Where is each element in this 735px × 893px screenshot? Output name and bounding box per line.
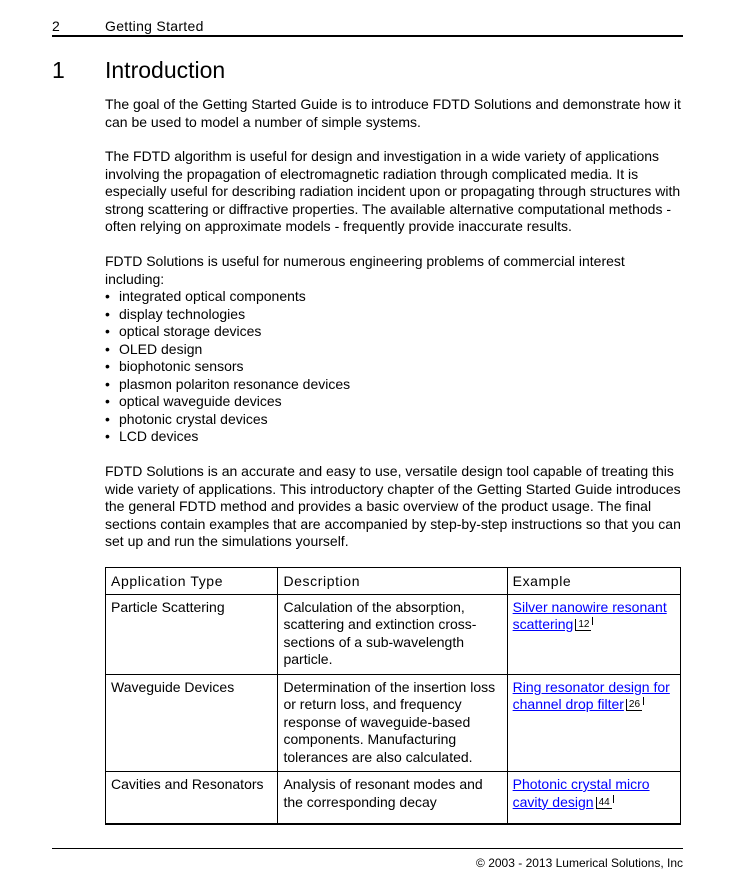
list-item: • display technologies	[105, 306, 685, 324]
list-item: • LCD devices	[105, 428, 685, 446]
list-item: • optical storage devices	[105, 323, 685, 341]
column-header: Application Type	[106, 568, 278, 595]
example-cell	[507, 594, 680, 674]
description-cell: Determination of the insertion loss or return loss, and frequency response of waveguide-based components. Manufacturing tolerances are also calculated.	[278, 674, 507, 772]
list-item: • optical waveguide devices	[105, 393, 685, 411]
list-item: • plasmon polariton resonance devices	[105, 376, 685, 394]
application-type-cell: Particle Scattering	[106, 594, 278, 674]
list-item: • biophotonic sensors	[105, 358, 685, 376]
page-reference[interactable]: 12	[575, 619, 591, 631]
application-type-cell: Waveguide Devices	[106, 674, 278, 772]
intro-paragraph-2	[105, 148, 685, 236]
list-item: • OLED design	[105, 341, 685, 359]
footer-divider	[52, 848, 683, 849]
paragraph-text: FDTD Solutions is useful for numerous engineering problems of commercial interest including:	[105, 253, 625, 287]
chapter-number: 1	[52, 57, 65, 83]
column-header: Example	[507, 568, 680, 595]
example-cell	[507, 674, 680, 772]
example-cell	[507, 772, 680, 825]
example-link[interactable]: Ring resonator design for channel drop filter	[512, 678, 670, 712]
running-section-title: Getting Started	[105, 18, 204, 34]
intro-paragraph-1	[105, 96, 685, 131]
table-header-row	[106, 568, 681, 595]
page-header	[52, 18, 683, 37]
column-header: Description	[278, 568, 507, 595]
table-row	[106, 674, 681, 772]
page-reference[interactable]: 44	[596, 797, 612, 809]
intro-paragraph-3	[105, 253, 685, 446]
copyright-footer: © 2003 - 2013 Lumerical Solutions, Inc	[476, 856, 683, 870]
chapter-title: Introduction	[105, 57, 226, 83]
paragraph-text: FDTD Solutions is an accurate and easy to use, versatile design tool capable of treating this wide variety of applications. This introductory chapter of the Getting Started Guide introduces the general FDTD method and provides a basic overview of the product usage. The final sections contain examples that are accompanied by step-by-step instructions so that you can set up and run the simulations yourself.	[105, 463, 681, 549]
table-row	[106, 772, 681, 825]
application-list	[105, 288, 685, 446]
table-row	[106, 594, 681, 674]
example-link[interactable]: Silver nanowire resonant scattering	[512, 598, 667, 632]
paragraph-text: The FDTD algorithm is useful for design and investigation in a wide variety of applications involving the propagation of electromagnetic radiation through complicated media. It is especially useful for describing radiation incident upon or propagating through structures with strong scattering or diffractive properties. The available alternative computational methods - often relying on approximate models - frequently provide inaccurate results.	[105, 148, 681, 234]
paragraph-text: The goal of the Getting Started Guide is to introduce FDTD Solutions and demonstrate how it can be used to model a number of simple systems.	[105, 96, 681, 130]
description-cell: Calculation of the absorption, scattering and extinction cross-sections of a sub-wavelength particle.	[278, 594, 507, 674]
page-reference[interactable]: 26	[626, 699, 642, 711]
application-type-cell: Cavities and Resonators	[106, 772, 278, 825]
intro-paragraph-4	[105, 463, 685, 551]
description-cell: Analysis of resonant modes and the corresponding decay	[278, 772, 507, 825]
page-number: 2	[52, 18, 61, 34]
example-link[interactable]: Photonic crystal micro cavity design	[512, 776, 650, 810]
list-item: • integrated optical components	[105, 288, 685, 306]
list-item: • photonic crystal devices	[105, 411, 685, 429]
applications-table	[105, 567, 681, 825]
